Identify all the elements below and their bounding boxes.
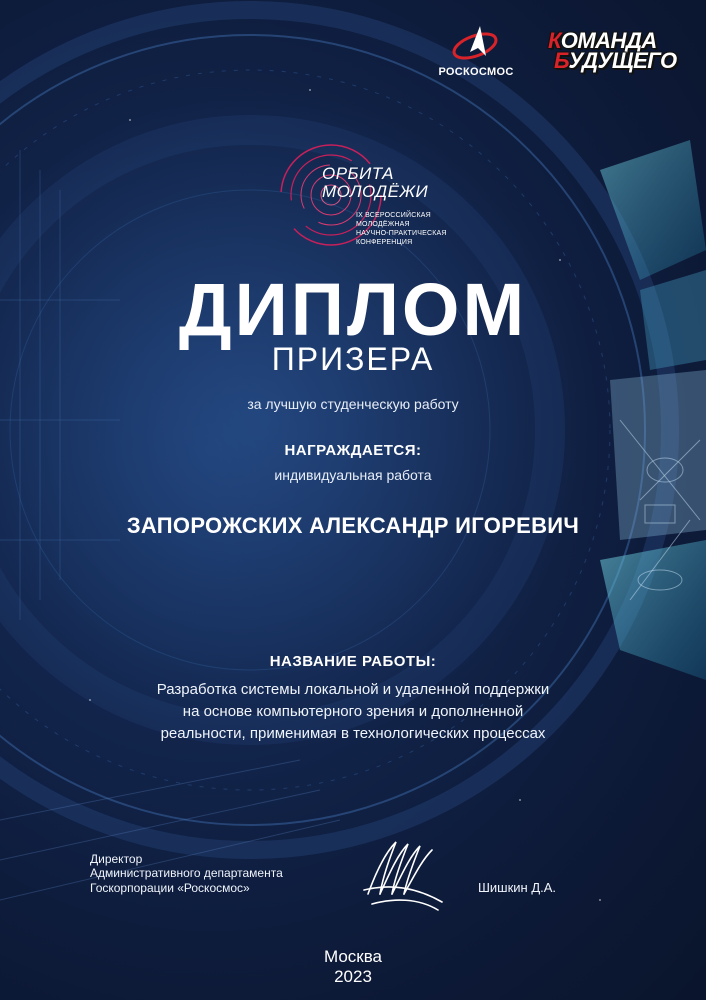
team-future-logo — [548, 30, 678, 74]
awarded-label: НАГРАЖДАЕТСЯ: — [284, 442, 422, 459]
conference-title-line-2: МОЛОДЁЖИ — [322, 182, 429, 201]
signer-name: Шишкин Д.А. — [478, 880, 557, 895]
work-title-line: реальности, применимая в технологических процессах — [160, 725, 546, 742]
year: 2023 — [334, 967, 372, 986]
diploma-subtitle: ПРИЗЕРА — [271, 341, 435, 377]
diploma-purpose: за лучшую студенческую работу — [247, 396, 459, 412]
city: Москва — [323, 947, 383, 966]
handwritten-signature — [358, 832, 448, 912]
signer-position-line: Директор — [90, 852, 143, 866]
work-title-label: НАЗВАНИЕ РАБОТЫ: — [269, 653, 437, 670]
diploma-title: ДИПЛОМ — [178, 268, 528, 351]
conference-title-line-1: ОРБИТА — [322, 164, 394, 183]
roscosmos-emblem-icon — [450, 22, 500, 62]
conference-subtitle-line: IX ВСЕРОССИЙСКАЯ — [356, 212, 431, 219]
work-type: индивидуальная работа — [274, 467, 432, 483]
signer-position-line: Госкорпорации «Роскосмос» — [90, 881, 250, 895]
conference-subtitle-line: МОЛОДЁЖНАЯ — [356, 221, 410, 228]
work-title-line: на основе компьютерного зрения и дополненной — [182, 703, 524, 720]
roscosmos-logo — [430, 22, 522, 80]
team-logo-line-1: КОМАНДА — [548, 28, 657, 53]
work-title-line: Разработка системы локальной и удаленной поддержки — [156, 681, 550, 698]
signer-position-line: Административного департамента — [90, 866, 283, 880]
conference-subtitle-line: КОНФЕРЕНЦИЯ — [356, 239, 413, 246]
team-logo-line-2: БУДУЩЕГО — [554, 48, 677, 73]
conference-subtitle-line: НАУЧНО-ПРАКТИЧЕСКАЯ — [356, 230, 447, 237]
roscosmos-name: РОСКОСМОС — [438, 66, 514, 78]
recipient-name: ЗАПОРОЖСКИХ АЛЕКСАНДР ИГОРЕВИЧ — [126, 513, 580, 538]
